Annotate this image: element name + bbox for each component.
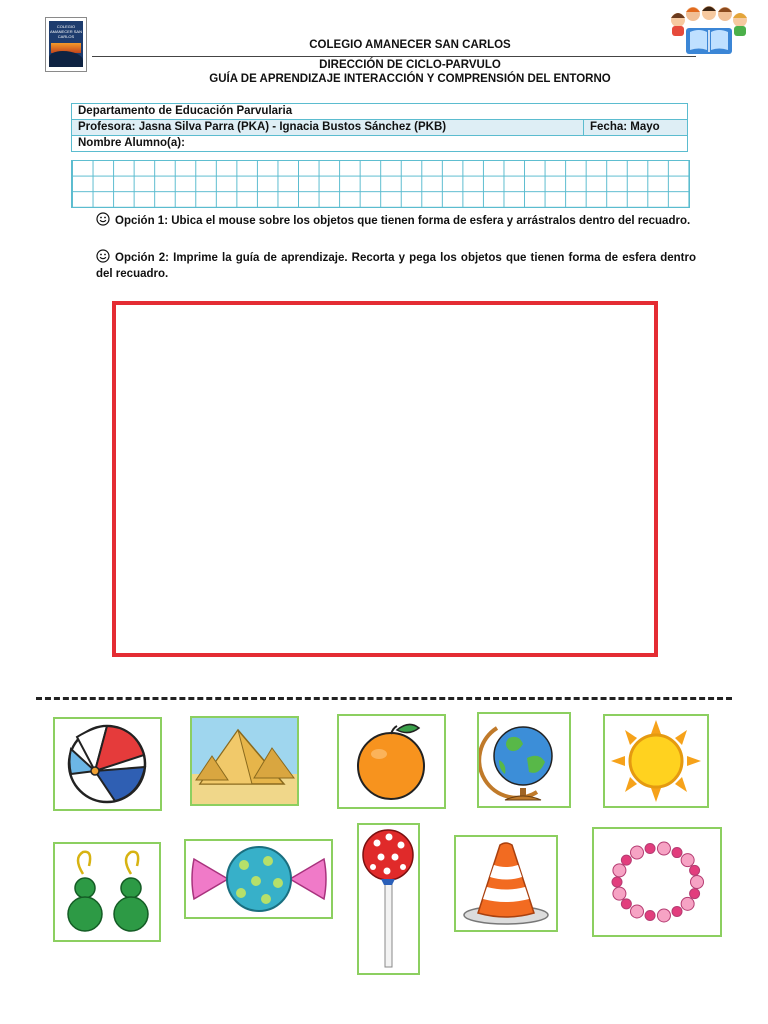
object-card-lollipop[interactable] <box>357 823 420 975</box>
smiley-icon <box>96 249 110 263</box>
beach-ball-icon <box>55 719 160 809</box>
school-title: COLEGIO AMANECER SAN CARLOS <box>309 39 511 51</box>
teacher-row <box>72 120 687 136</box>
date-label: Fecha: Mayo <box>590 121 660 133</box>
object-card-sun[interactable] <box>603 714 709 808</box>
pyramids-icon <box>192 718 297 804</box>
earrings-icon <box>55 844 159 940</box>
object-card-globe[interactable] <box>477 712 571 808</box>
bracelet-bead <box>690 865 700 875</box>
smiley-icon <box>96 212 110 226</box>
cut-line <box>36 697 732 700</box>
globe-icon <box>479 714 569 806</box>
bracelet-bead <box>672 848 682 858</box>
bracelet-bead <box>681 897 694 910</box>
bracelet-icon <box>594 829 720 935</box>
teacher-label: Profesora: Jasna Silva Parra (PKA) - Ignacia Bustos Sánchez (PKB) <box>72 120 584 135</box>
object-card-bracelet[interactable] <box>592 827 722 937</box>
bracelet-bead <box>657 909 670 922</box>
bracelet-bead <box>691 876 704 889</box>
object-card-earrings[interactable] <box>53 842 161 942</box>
traffic-cone-icon <box>456 837 556 930</box>
bracelet-bead <box>621 855 631 865</box>
bracelet-bead <box>657 842 670 855</box>
option-1 <box>96 212 696 229</box>
object-card-traffic-cone[interactable] <box>454 835 558 932</box>
bracelet-bead <box>613 887 626 900</box>
lollipop-icon <box>359 825 418 973</box>
orange-icon <box>339 716 444 807</box>
department-label: Departamento de Educación Parvularia <box>78 105 293 117</box>
option-2-label: Opción 2: <box>115 252 169 264</box>
student-label: Nombre Alumno(a): <box>78 137 185 149</box>
option-1-text: Ubica el mouse sobre los objetos que tienen forma de esfera y arrástralos dentro del recuadro. <box>168 215 691 227</box>
header-divider <box>92 56 696 57</box>
guide-title: GUÍA DE APRENDIZAJE INTERACCIÓN Y COMPRENSIÓN DEL ENTORNO <box>209 73 611 85</box>
bracelet-bead <box>672 906 682 916</box>
option-1-label: Opción 1: <box>115 215 169 227</box>
bracelet-bead <box>645 910 655 920</box>
department-row <box>72 104 687 120</box>
bracelet-bead <box>612 877 622 887</box>
sun-icon <box>605 716 707 806</box>
bracelet-bead <box>631 846 644 859</box>
bracelet-bead <box>690 889 700 899</box>
object-card-pyramids[interactable] <box>190 716 299 806</box>
drop-target-frame[interactable] <box>112 301 658 657</box>
option-2-text: Imprime la guía de aprendizaje. Recorta y pega los objetos que tienen forma de esfera dentro del recuadro. <box>96 252 697 280</box>
logo-text: COLEGIO AMANECER SAN CARLOS <box>49 24 82 39</box>
student-row <box>72 136 687 151</box>
direction-title: DIRECCIÓN DE CICLO-PARVULO <box>319 59 501 71</box>
object-card-beach-ball[interactable] <box>53 717 162 811</box>
option-2 <box>96 249 696 282</box>
candy-icon <box>186 841 331 917</box>
name-writing-grid[interactable] <box>71 160 690 208</box>
info-table <box>71 103 688 152</box>
bracelet-bead <box>613 864 626 877</box>
bracelet-bead <box>631 905 644 918</box>
bracelet-bead <box>645 844 655 854</box>
object-card-orange[interactable] <box>337 714 446 809</box>
bracelet-bead <box>681 854 694 867</box>
bracelet-bead <box>621 899 631 909</box>
object-card-candy[interactable] <box>184 839 333 919</box>
